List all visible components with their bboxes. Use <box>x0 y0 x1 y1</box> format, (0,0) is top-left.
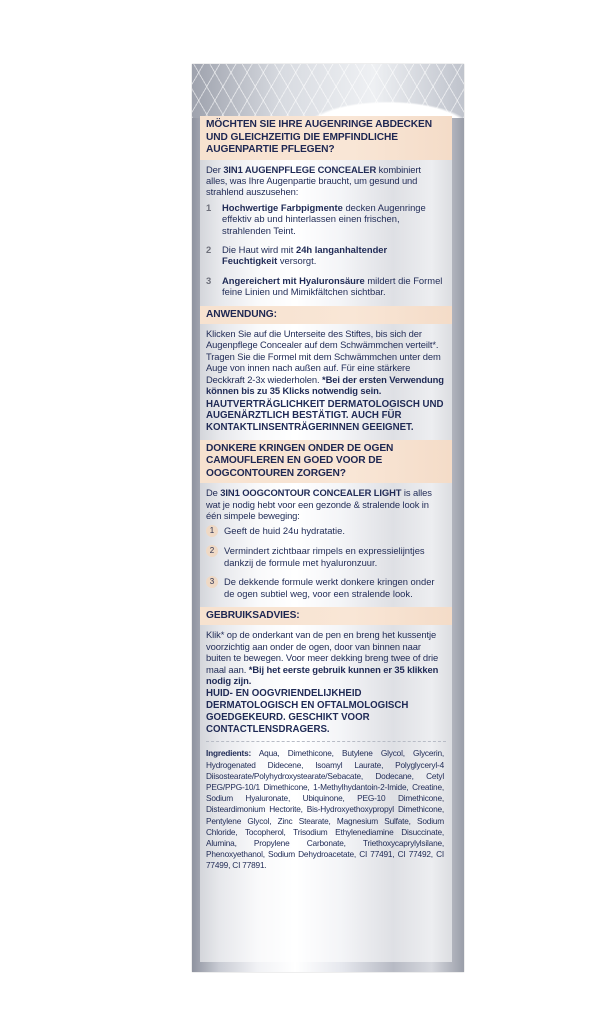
nl-usage-body: Klik* op de onderkant van de pen en breng het kussentje voorzichtig aan onder de ogen, door van binnen naar buiten te bewegen. Voor meer dekking breng twee of drie maal aan. <box>206 629 439 675</box>
list-item <box>206 525 444 537</box>
list-item <box>206 244 444 267</box>
list-item <box>206 275 444 298</box>
list-item <box>206 576 444 599</box>
item-bold: Hochwertige Farbpigmente <box>222 201 343 213</box>
de-tolerance-note: HAUTVERTRÄGLICHKEIT DERMATOLOGISCH UND AUGENÄRZTLICH BESTÄTIGT. AUCH FÜR KONTAKTLINSENTRÄGERINNEN GEEIGNET. <box>206 398 444 433</box>
ingredients-label: Ingredients: <box>206 748 252 759</box>
item-text <box>222 202 444 236</box>
item-rest: mildert die Formel feine Linien und Mimikfältchen sichtbar. <box>222 274 443 298</box>
nl-usage-note: *Bij het eerste gebruik kunnen er 35 klikken nodig zijn. <box>206 663 439 687</box>
item-number: 2 <box>206 243 212 255</box>
text-panel <box>200 116 452 962</box>
nl-intro-end: is alles wat je nodig hebt voor een gezonde & stralende look in één simpele beweging: <box>206 487 432 521</box>
de-question-heading: MÖCHTEN SIE IHRE AUGENRINGE ABDECKEN UND GLEICHZEITIG DIE EMPFINDLICHE AUGENPARTIE PFLEGEN? <box>200 116 452 160</box>
nl-product-name: 3IN1 OOGCONTOUR CONCEALER LIGHT <box>220 487 402 499</box>
de-product-name: 3IN1 AUGENPFLEGE CONCEALER <box>223 163 377 175</box>
nl-benefit-list <box>200 521 452 599</box>
item-bold: 24h langanhaltender Feuchtigkeit <box>222 243 388 267</box>
list-item <box>206 202 444 236</box>
item-pre: Die Haut wird mit <box>222 243 296 255</box>
nl-question-heading: DONKERE KRINGEN ONDER DE OGEN CAMOUFLEREN EN GOED VOOR DE OOGCONTOUREN ZORGEN? <box>200 440 452 484</box>
nl-intro <box>200 487 452 521</box>
item-number-badge: 1 <box>206 525 218 537</box>
de-usage-body: Klicken Sie auf die Unterseite des Stiftes, bis sich der Augenpflege Concealer auf dem Schwämmchen verteilt*. Tragen Sie die Formel mit dem Schwämmchen unter dem Auge von innen nach außen auf. Für eine stärkere Deckkraft 2-3x wiederholen. <box>206 328 441 385</box>
product-box <box>192 64 464 972</box>
list-item <box>206 545 444 568</box>
de-intro-end: kombiniert alles, was Ihre Augenpartie braucht, um gesund und strahlend auszusehen: <box>206 163 421 198</box>
item-text <box>222 244 444 267</box>
nl-usage-heading: GEBRUIKSADVIES: <box>200 607 452 626</box>
item-bold: Angereichert mit Hyaluronsäure <box>222 274 365 286</box>
item-number: 1 <box>206 201 212 213</box>
de-usage-note: *Bei der ersten Verwendung können bis zu 35 Klicks notwendig sein. <box>206 373 444 397</box>
ingredients-text: Aqua, Dimethicone, Butylene Glycol, Glycerin, Hydrogenated Didecene, Isoamyl Laurate, Polyglyceryl-4 Diisostearate/Polyhydroxystearate/Sebacate, Dodecane, Cetyl PEG/PPG-10/1 Dimethicone, 1-Methylhydantoin-2-Imide, Creatine, Sodium Hyaluronate, Ubiquinone, PEG-10 Dimethicone, Disteardimonium Hectorite, Bis-Hydroxyethoxypropyl Dimethicone, Pentylene Glycol, Zinc Stearate, Magnesium Sulfate, Sodium Chloride, Tocopherol, Trisodium Ethylenediamine Disuccinate, Alumina, Propylene Carbonate, Triethoxycaprylylsilane, Phenoxyethanol, Sodium Dehydroacetate, CI 77491, CI 77492, CI 77499, CI 77891. <box>206 748 444 871</box>
item-rest: versorgt. <box>277 255 317 267</box>
de-usage-text <box>200 328 452 396</box>
de-intro-start: Der <box>206 163 224 175</box>
item-text <box>222 275 444 298</box>
item-text: Geeft de huid 24u hydratatie. <box>224 525 345 537</box>
item-rest: decken Augenringe effektiv ab und hinterlassen einen frischen, strahlenden Teint. <box>222 201 426 236</box>
nl-intro-start: De <box>206 487 221 499</box>
de-benefit-list <box>200 198 452 298</box>
item-number-badge: 3 <box>206 576 218 588</box>
nl-tolerance-note: HUID- EN OOGVRIENDELIJKHEID DERMATOLOGISCH EN OFTALMOLOGISCH GOEDGEKEURD. GESCHIKT VOOR CONTACTLENSDRAGERS. <box>206 688 409 735</box>
item-text: Vermindert zichtbaar rimpels en expressielijntjes dankzij de formule met hyaluronzuur. <box>224 545 425 568</box>
item-number: 3 <box>206 274 212 286</box>
de-usage-heading: ANWENDUNG: <box>200 306 452 325</box>
hexagon-pattern-band <box>192 64 464 118</box>
item-number-badge: 2 <box>206 545 218 557</box>
item-text: De dekkende formule werkt donkere kringen onder de ogen subtiel weg, voor een stralende look. <box>224 576 435 599</box>
nl-usage-text <box>200 629 452 686</box>
ingredients-list <box>200 748 452 871</box>
divider <box>206 741 446 742</box>
de-intro <box>200 164 452 198</box>
